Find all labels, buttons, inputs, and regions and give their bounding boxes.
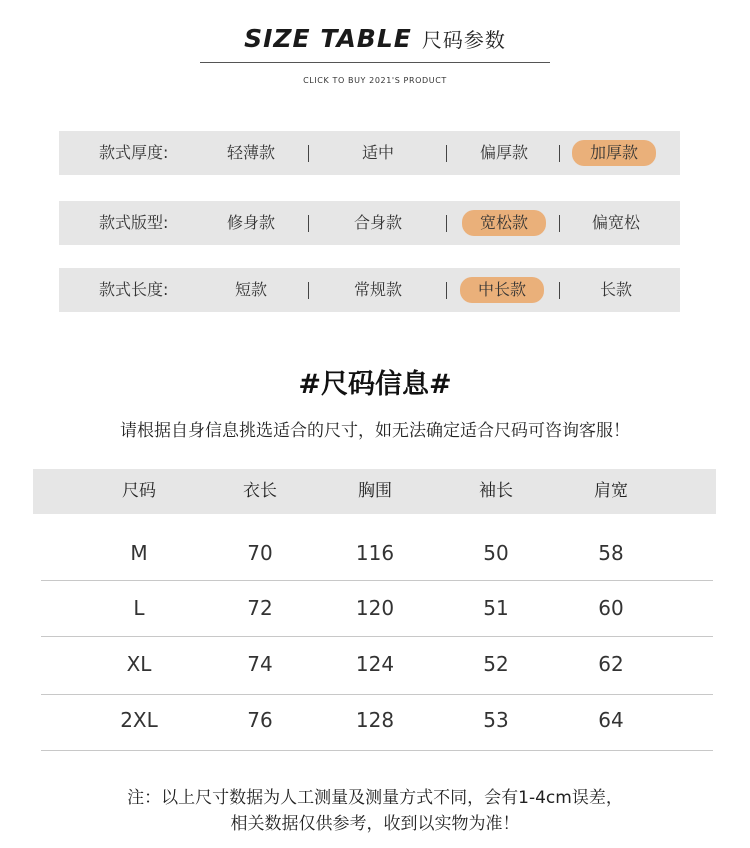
style-option: 轻薄款 [226, 143, 275, 162]
table-cell: 58 [598, 541, 624, 565]
table-cell: L [133, 596, 145, 620]
separator [559, 145, 560, 162]
style-row-length [59, 268, 680, 312]
separator [446, 215, 447, 232]
separator [559, 215, 560, 232]
table-cell: 74 [247, 652, 273, 676]
style-row-label: 款式版型: [99, 213, 169, 232]
table-cell: 50 [483, 541, 509, 565]
table-cell: 60 [598, 596, 624, 620]
style-row-label: 款式长度: [99, 280, 169, 299]
table-row [0, 692, 750, 748]
style-option: 长款 [599, 280, 632, 299]
table-row [0, 636, 750, 692]
style-row-label: 款式厚度: [99, 143, 169, 162]
separator [446, 145, 447, 162]
table-row [0, 580, 750, 636]
style-option: 短款 [234, 280, 267, 299]
separator [446, 282, 447, 299]
column-header: 袖长 [479, 481, 513, 501]
size-table-header-row [33, 469, 716, 514]
column-header: 肩宽 [594, 481, 628, 501]
table-cell: 51 [483, 596, 509, 620]
table-cell: 52 [483, 652, 509, 676]
style-option-selected: 宽松款 [462, 210, 546, 236]
row-divider [41, 750, 713, 751]
table-cell: 62 [598, 652, 624, 676]
table-cell: 70 [247, 541, 273, 565]
table-row [0, 525, 750, 581]
style-row-thickness [59, 131, 680, 175]
style-row-fit [59, 201, 680, 245]
table-cell: M [130, 541, 148, 565]
separator [559, 282, 560, 299]
style-option-selected: 中长款 [460, 277, 544, 303]
title-en: SIZE TABLE [244, 24, 412, 53]
style-option-selected: 加厚款 [572, 140, 656, 166]
style-option: 偏宽松 [591, 213, 640, 232]
table-cell: 53 [483, 708, 509, 732]
table-cell: 116 [355, 541, 395, 565]
size-info-title: #尺码信息# [298, 369, 452, 400]
column-header: 尺码 [122, 481, 156, 501]
title-divider [200, 62, 550, 63]
table-cell: 124 [355, 652, 395, 676]
style-option: 修身款 [226, 213, 275, 232]
separator [308, 282, 309, 299]
table-cell: 120 [355, 596, 395, 620]
title-cn: 尺码参数 [421, 28, 506, 52]
column-header: 胸围 [358, 481, 392, 501]
style-option: 常规款 [353, 280, 402, 299]
size-table-header [0, 24, 750, 60]
separator [308, 145, 309, 162]
column-header: 衣长 [243, 481, 277, 501]
table-cell: 76 [247, 708, 273, 732]
table-cell: 128 [355, 708, 395, 732]
table-cell: 2XL [120, 708, 158, 732]
table-cell: 64 [598, 708, 624, 732]
table-cell: XL [126, 652, 152, 676]
note-line-1: 注：以上尺寸数据为人工测量及测量方式不同，会有1-4cm误差， [127, 788, 623, 808]
style-option: 适中 [361, 143, 394, 162]
separator [308, 215, 309, 232]
style-option: 合身款 [353, 213, 402, 232]
table-cell: 72 [247, 596, 273, 620]
note-line-2: 相关数据仅供参考，收到以实物为准！ [230, 814, 520, 834]
style-option: 偏厚款 [479, 143, 528, 162]
subtitle: CLICK TO BUY 2021'S PRODUCT [303, 76, 447, 85]
size-info-description: 请根据自身信息挑选适合的尺寸，如无法确定适合尺码可咨询客服！ [120, 421, 630, 441]
